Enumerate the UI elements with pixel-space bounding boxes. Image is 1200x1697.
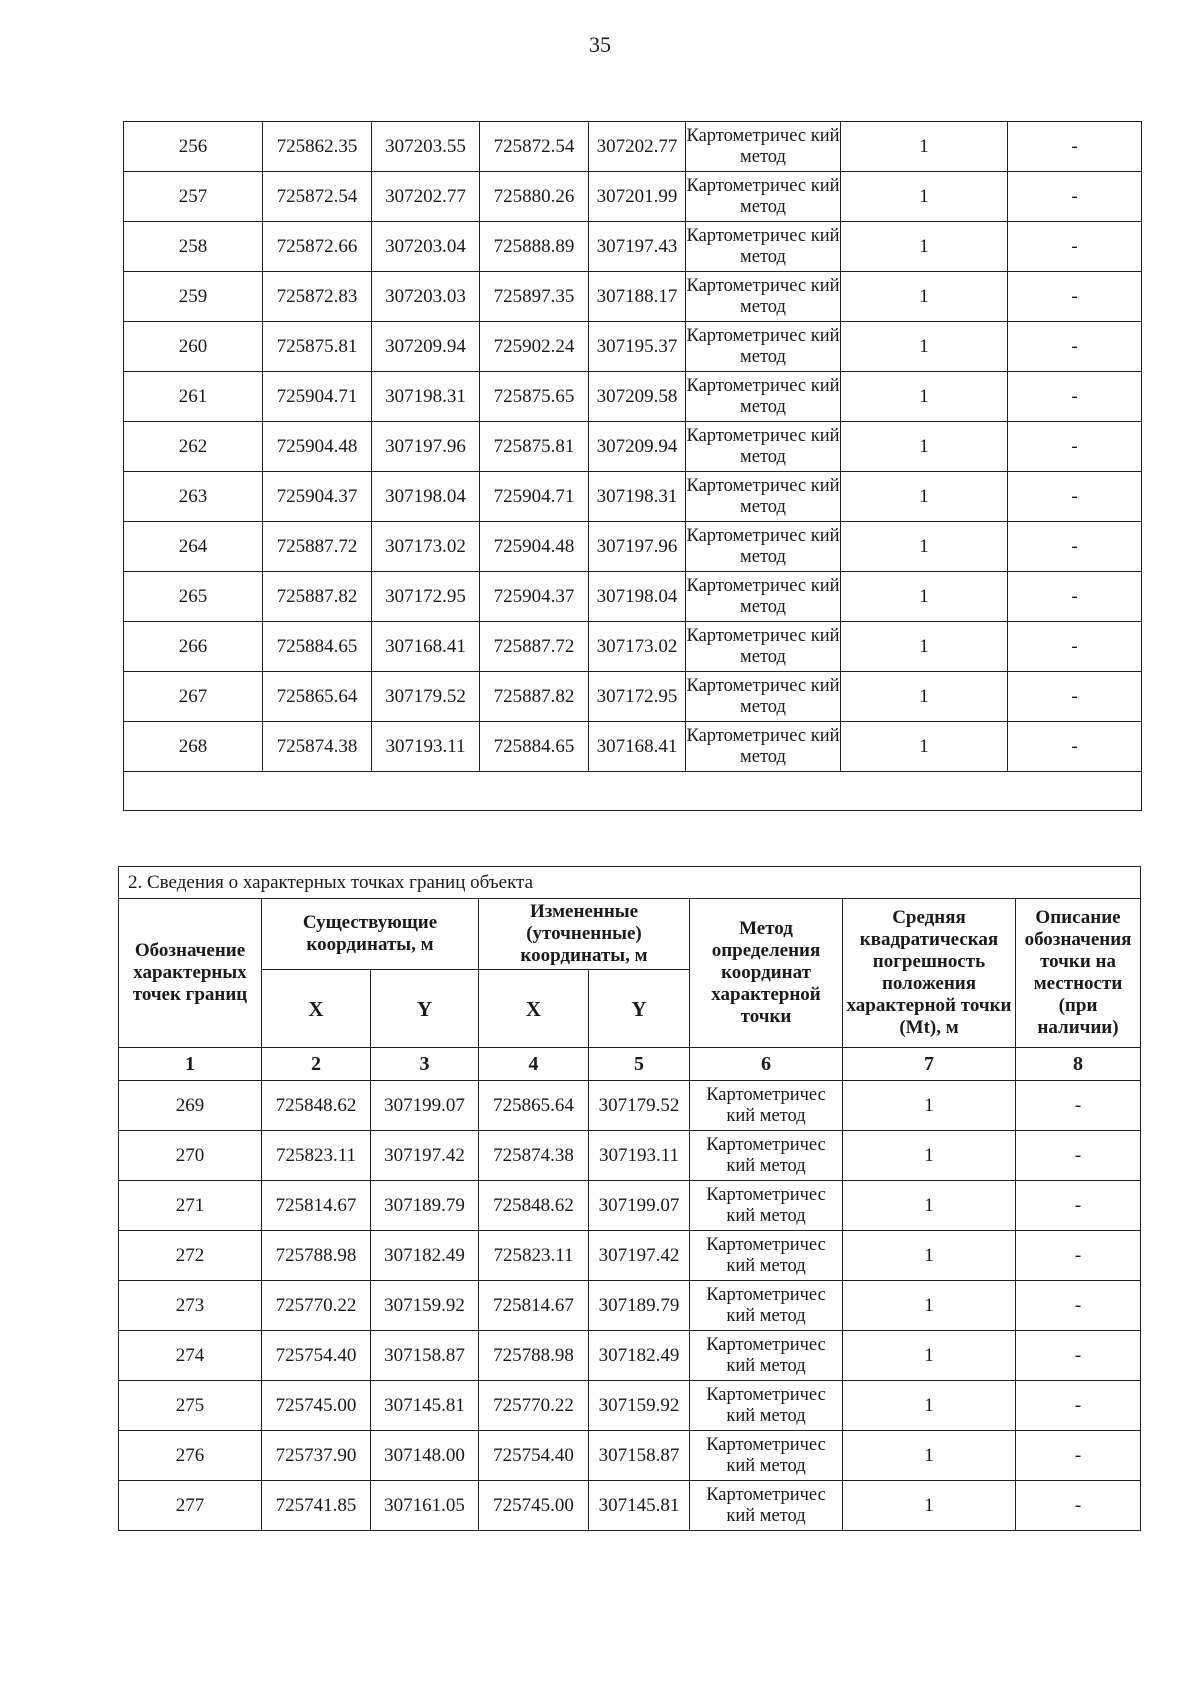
y-new-cell: 307158.87 bbox=[589, 1431, 690, 1481]
method-cell: Картометричес кий метод bbox=[686, 372, 841, 422]
table-row bbox=[124, 172, 1142, 222]
table-row bbox=[124, 572, 1142, 622]
method-cell: Картометричес кий метод bbox=[686, 422, 841, 472]
x-new-cell: 725897.35 bbox=[480, 272, 589, 322]
empty-row bbox=[124, 772, 1142, 811]
x-new-cell: 725880.26 bbox=[480, 172, 589, 222]
method-cell: Картометричес кий метод bbox=[686, 572, 841, 622]
description-cell: - bbox=[1008, 372, 1142, 422]
y-new-cell: 307198.31 bbox=[589, 472, 686, 522]
description-cell: - bbox=[1008, 272, 1142, 322]
mt-cell: 1 bbox=[843, 1331, 1016, 1381]
x-cell: 725862.35 bbox=[263, 122, 372, 172]
point-cell: 275 bbox=[119, 1381, 262, 1431]
y-new-cell: 307159.92 bbox=[589, 1381, 690, 1431]
description-cell: - bbox=[1008, 572, 1142, 622]
header-x-changed: X bbox=[479, 970, 589, 1048]
method-cell: Картометричес кий метод bbox=[686, 172, 841, 222]
y-cell: 307161.05 bbox=[371, 1481, 479, 1531]
x-new-cell: 725872.54 bbox=[480, 122, 589, 172]
column-number: 8 bbox=[1016, 1048, 1141, 1081]
description-cell: - bbox=[1008, 422, 1142, 472]
table-row bbox=[124, 672, 1142, 722]
method-cell: Картометричес кий метод bbox=[690, 1481, 843, 1531]
point-cell: 270 bbox=[119, 1131, 262, 1181]
column-number: 6 bbox=[690, 1048, 843, 1081]
mt-cell: 1 bbox=[843, 1081, 1016, 1131]
table-row bbox=[124, 422, 1142, 472]
description-cell: - bbox=[1016, 1281, 1141, 1331]
point-cell: 271 bbox=[119, 1181, 262, 1231]
y-cell: 307198.04 bbox=[372, 472, 480, 522]
description-cell: - bbox=[1016, 1081, 1141, 1131]
x-cell: 725865.64 bbox=[263, 672, 372, 722]
coordinates-table-continued bbox=[123, 121, 1142, 811]
x-cell: 725872.54 bbox=[263, 172, 372, 222]
description-cell: - bbox=[1008, 172, 1142, 222]
x-cell: 725848.62 bbox=[262, 1081, 371, 1131]
description-cell: - bbox=[1008, 722, 1142, 772]
method-cell: Картометричес кий метод bbox=[690, 1181, 843, 1231]
mt-cell: 1 bbox=[841, 322, 1008, 372]
table2-body bbox=[119, 1081, 1141, 1531]
table-row bbox=[124, 472, 1142, 522]
x-new-cell: 725874.38 bbox=[479, 1131, 589, 1181]
x-cell: 725872.83 bbox=[263, 272, 372, 322]
header-point: Обозначение характерных точек границ bbox=[119, 899, 262, 1048]
x-cell: 725814.67 bbox=[262, 1181, 371, 1231]
y-new-cell: 307209.58 bbox=[589, 372, 686, 422]
y-new-cell: 307182.49 bbox=[589, 1331, 690, 1381]
mt-cell: 1 bbox=[841, 422, 1008, 472]
description-cell: - bbox=[1016, 1381, 1141, 1431]
y-new-cell: 307168.41 bbox=[589, 722, 686, 772]
mt-cell: 1 bbox=[841, 172, 1008, 222]
y-new-cell: 307199.07 bbox=[589, 1181, 690, 1231]
point-cell: 276 bbox=[119, 1431, 262, 1481]
y-cell: 307172.95 bbox=[372, 572, 480, 622]
table1-body bbox=[124, 122, 1142, 772]
point-cell: 267 bbox=[124, 672, 263, 722]
header-method: Метод определения координат характерной точки bbox=[690, 899, 843, 1048]
y-cell: 307168.41 bbox=[372, 622, 480, 672]
x-cell: 725874.38 bbox=[263, 722, 372, 772]
y-new-cell: 307172.95 bbox=[589, 672, 686, 722]
table-row bbox=[124, 222, 1142, 272]
table-row bbox=[119, 1481, 1141, 1531]
y-cell: 307145.81 bbox=[371, 1381, 479, 1431]
mt-cell: 1 bbox=[841, 122, 1008, 172]
y-new-cell: 307197.43 bbox=[589, 222, 686, 272]
x-new-cell: 725788.98 bbox=[479, 1331, 589, 1381]
table-row bbox=[124, 522, 1142, 572]
method-cell: Картометричес кий метод bbox=[690, 1381, 843, 1431]
header-x-existing: X bbox=[262, 970, 371, 1048]
x-cell: 725904.37 bbox=[263, 472, 372, 522]
y-cell: 307158.87 bbox=[371, 1331, 479, 1381]
x-new-cell: 725887.72 bbox=[480, 622, 589, 672]
description-cell: - bbox=[1016, 1131, 1141, 1181]
column-number: 1 bbox=[119, 1048, 262, 1081]
y-cell: 307193.11 bbox=[372, 722, 480, 772]
mt-cell: 1 bbox=[843, 1181, 1016, 1231]
table-row bbox=[124, 272, 1142, 322]
method-cell: Картометричес кий метод bbox=[690, 1331, 843, 1381]
y-cell: 307209.94 bbox=[372, 322, 480, 372]
description-cell: - bbox=[1016, 1231, 1141, 1281]
table-row bbox=[119, 1431, 1141, 1481]
mt-cell: 1 bbox=[841, 222, 1008, 272]
table-row bbox=[119, 1231, 1141, 1281]
y-new-cell: 307209.94 bbox=[589, 422, 686, 472]
x-new-cell: 725770.22 bbox=[479, 1381, 589, 1431]
mt-cell: 1 bbox=[843, 1281, 1016, 1331]
y-cell: 307197.96 bbox=[372, 422, 480, 472]
method-cell: Картометричес кий метод bbox=[686, 722, 841, 772]
point-cell: 261 bbox=[124, 372, 263, 422]
point-cell: 262 bbox=[124, 422, 263, 472]
method-cell: Картометричес кий метод bbox=[686, 672, 841, 722]
x-new-cell: 725888.89 bbox=[480, 222, 589, 272]
y-new-cell: 307197.96 bbox=[589, 522, 686, 572]
x-new-cell: 725865.64 bbox=[479, 1081, 589, 1131]
y-cell: 307197.42 bbox=[371, 1131, 479, 1181]
header-existing-coords: Существующие координаты, м bbox=[262, 899, 479, 970]
table-row bbox=[119, 1081, 1141, 1131]
method-cell: Картометричес кий метод bbox=[686, 622, 841, 672]
description-cell: - bbox=[1008, 522, 1142, 572]
y-cell: 307189.79 bbox=[371, 1181, 479, 1231]
x-new-cell: 725902.24 bbox=[480, 322, 589, 372]
y-cell: 307198.31 bbox=[372, 372, 480, 422]
mt-cell: 1 bbox=[841, 722, 1008, 772]
table-row bbox=[124, 622, 1142, 672]
y-new-cell: 307202.77 bbox=[589, 122, 686, 172]
description-cell: - bbox=[1016, 1481, 1141, 1531]
point-cell: 256 bbox=[124, 122, 263, 172]
method-cell: Картометричес кий метод bbox=[686, 322, 841, 372]
method-cell: Картометричес кий метод bbox=[686, 272, 841, 322]
x-cell: 725788.98 bbox=[262, 1231, 371, 1281]
mt-cell: 1 bbox=[843, 1131, 1016, 1181]
y-new-cell: 307189.79 bbox=[589, 1281, 690, 1331]
point-cell: 269 bbox=[119, 1081, 262, 1131]
column-number: 7 bbox=[843, 1048, 1016, 1081]
mt-cell: 1 bbox=[841, 522, 1008, 572]
description-cell: - bbox=[1016, 1331, 1141, 1381]
x-new-cell: 725875.81 bbox=[480, 422, 589, 472]
table-row bbox=[124, 322, 1142, 372]
point-cell: 274 bbox=[119, 1331, 262, 1381]
x-cell: 725737.90 bbox=[262, 1431, 371, 1481]
x-new-cell: 725904.37 bbox=[480, 572, 589, 622]
x-new-cell: 725754.40 bbox=[479, 1431, 589, 1481]
x-new-cell: 725884.65 bbox=[480, 722, 589, 772]
table-row bbox=[124, 722, 1142, 772]
mt-cell: 1 bbox=[843, 1481, 1016, 1531]
mt-cell: 1 bbox=[841, 672, 1008, 722]
description-cell: - bbox=[1008, 322, 1142, 372]
section-title: 2. Сведения о характерных точках границ объекта bbox=[119, 867, 1141, 899]
description-cell: - bbox=[1008, 472, 1142, 522]
y-new-cell: 307188.17 bbox=[589, 272, 686, 322]
table-row bbox=[119, 1381, 1141, 1431]
y-new-cell: 307173.02 bbox=[589, 622, 686, 672]
x-new-cell: 725745.00 bbox=[479, 1481, 589, 1531]
y-cell: 307179.52 bbox=[372, 672, 480, 722]
point-cell: 263 bbox=[124, 472, 263, 522]
x-cell: 725875.81 bbox=[263, 322, 372, 372]
y-cell: 307203.04 bbox=[372, 222, 480, 272]
point-cell: 257 bbox=[124, 172, 263, 222]
y-new-cell: 307193.11 bbox=[589, 1131, 690, 1181]
x-new-cell: 725848.62 bbox=[479, 1181, 589, 1231]
point-cell: 266 bbox=[124, 622, 263, 672]
y-cell: 307182.49 bbox=[371, 1231, 479, 1281]
y-new-cell: 307145.81 bbox=[589, 1481, 690, 1531]
method-cell: Картометричес кий метод bbox=[686, 472, 841, 522]
table-row bbox=[119, 1131, 1141, 1181]
y-cell: 307159.92 bbox=[371, 1281, 479, 1331]
header-y-changed: Y bbox=[589, 970, 690, 1048]
x-cell: 725904.71 bbox=[263, 372, 372, 422]
header-y-existing: Y bbox=[371, 970, 479, 1048]
y-new-cell: 307195.37 bbox=[589, 322, 686, 372]
header-description: Описание обозначения точки на местности (при наличии) bbox=[1016, 899, 1141, 1048]
description-cell: - bbox=[1008, 222, 1142, 272]
x-new-cell: 725875.65 bbox=[480, 372, 589, 422]
column-number: 2 bbox=[262, 1048, 371, 1081]
x-cell: 725884.65 bbox=[263, 622, 372, 672]
mt-cell: 1 bbox=[843, 1381, 1016, 1431]
method-cell: Картометричес кий метод bbox=[690, 1231, 843, 1281]
column-number: 4 bbox=[479, 1048, 589, 1081]
x-cell: 725770.22 bbox=[262, 1281, 371, 1331]
point-cell: 273 bbox=[119, 1281, 262, 1331]
x-cell: 725823.11 bbox=[262, 1131, 371, 1181]
table-row bbox=[119, 1331, 1141, 1381]
column-number: 5 bbox=[589, 1048, 690, 1081]
table-row bbox=[119, 1281, 1141, 1331]
mt-cell: 1 bbox=[841, 622, 1008, 672]
x-cell: 725741.85 bbox=[262, 1481, 371, 1531]
mt-cell: 1 bbox=[841, 472, 1008, 522]
point-cell: 268 bbox=[124, 722, 263, 772]
point-cell: 277 bbox=[119, 1481, 262, 1531]
x-new-cell: 725887.82 bbox=[480, 672, 589, 722]
x-new-cell: 725814.67 bbox=[479, 1281, 589, 1331]
y-new-cell: 307198.04 bbox=[589, 572, 686, 622]
description-cell: - bbox=[1016, 1181, 1141, 1231]
x-cell: 725887.82 bbox=[263, 572, 372, 622]
y-cell: 307202.77 bbox=[372, 172, 480, 222]
page-number: 35 bbox=[589, 32, 611, 57]
method-cell: Картометричес кий метод bbox=[690, 1081, 843, 1131]
mt-cell: 1 bbox=[843, 1231, 1016, 1281]
method-cell: Картометричес кий метод bbox=[690, 1431, 843, 1481]
y-cell: 307203.55 bbox=[372, 122, 480, 172]
point-cell: 265 bbox=[124, 572, 263, 622]
x-cell: 725754.40 bbox=[262, 1331, 371, 1381]
mt-cell: 1 bbox=[841, 572, 1008, 622]
column-number: 3 bbox=[371, 1048, 479, 1081]
method-cell: Картометричес кий метод bbox=[690, 1281, 843, 1331]
header-changed-coords: Измененные (уточненные) координаты, м bbox=[479, 899, 690, 970]
x-new-cell: 725823.11 bbox=[479, 1231, 589, 1281]
header-mt: Средняя квадратическая погрешность положения характерной точки (Mt), м bbox=[843, 899, 1016, 1048]
mt-cell: 1 bbox=[841, 272, 1008, 322]
point-cell: 272 bbox=[119, 1231, 262, 1281]
y-cell: 307203.03 bbox=[372, 272, 480, 322]
characteristic-points-table bbox=[118, 866, 1141, 1531]
table-row bbox=[124, 372, 1142, 422]
x-cell: 725872.66 bbox=[263, 222, 372, 272]
point-cell: 259 bbox=[124, 272, 263, 322]
y-cell: 307148.00 bbox=[371, 1431, 479, 1481]
method-cell: Картометричес кий метод bbox=[686, 222, 841, 272]
x-new-cell: 725904.71 bbox=[480, 472, 589, 522]
description-cell: - bbox=[1008, 672, 1142, 722]
table-row bbox=[124, 122, 1142, 172]
y-new-cell: 307179.52 bbox=[589, 1081, 690, 1131]
x-cell: 725887.72 bbox=[263, 522, 372, 572]
y-new-cell: 307197.42 bbox=[589, 1231, 690, 1281]
table-row bbox=[119, 1181, 1141, 1231]
point-cell: 258 bbox=[124, 222, 263, 272]
point-cell: 260 bbox=[124, 322, 263, 372]
method-cell: Картометричес кий метод bbox=[690, 1131, 843, 1181]
mt-cell: 1 bbox=[841, 372, 1008, 422]
y-cell: 307173.02 bbox=[372, 522, 480, 572]
description-cell: - bbox=[1008, 622, 1142, 672]
method-cell: Картометричес кий метод bbox=[686, 122, 841, 172]
x-cell: 725745.00 bbox=[262, 1381, 371, 1431]
description-cell: - bbox=[1016, 1431, 1141, 1481]
x-cell: 725904.48 bbox=[263, 422, 372, 472]
description-cell: - bbox=[1008, 122, 1142, 172]
y-new-cell: 307201.99 bbox=[589, 172, 686, 222]
mt-cell: 1 bbox=[843, 1431, 1016, 1481]
method-cell: Картометричес кий метод bbox=[686, 522, 841, 572]
y-cell: 307199.07 bbox=[371, 1081, 479, 1131]
x-new-cell: 725904.48 bbox=[480, 522, 589, 572]
point-cell: 264 bbox=[124, 522, 263, 572]
